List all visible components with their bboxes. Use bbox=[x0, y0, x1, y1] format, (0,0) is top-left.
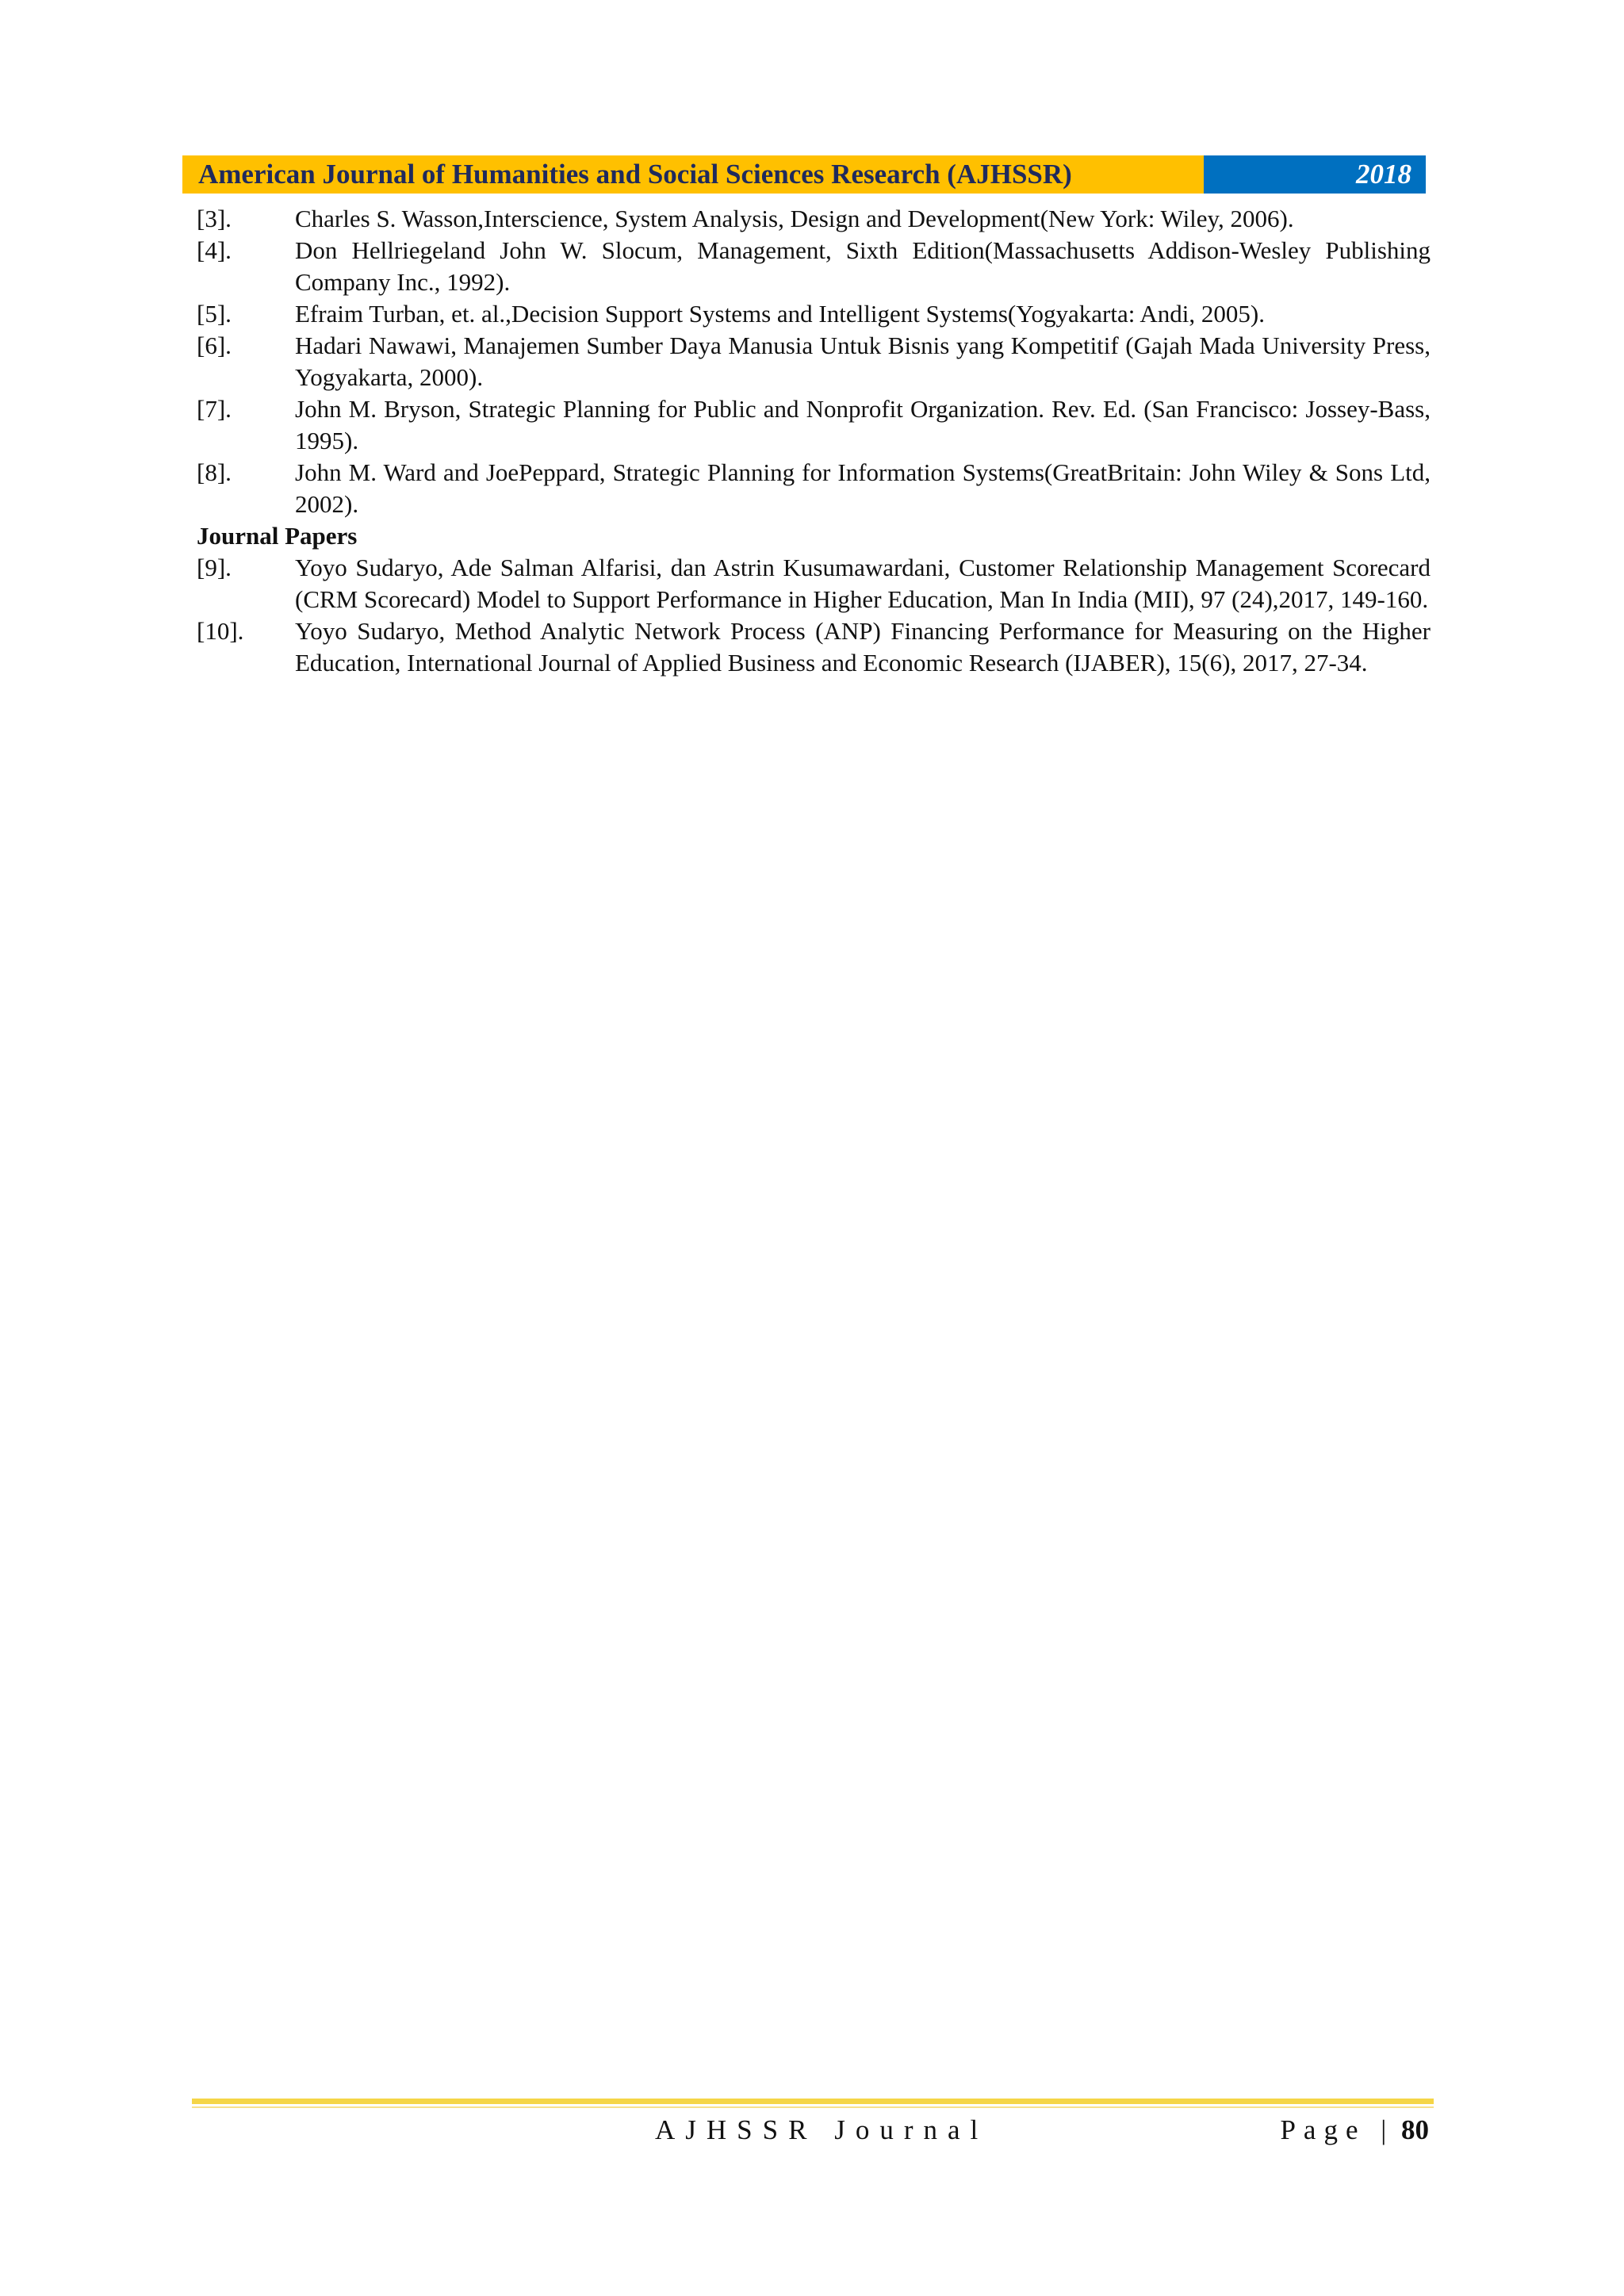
journal-papers-heading: Journal Papers bbox=[197, 522, 358, 550]
reference-number: [5]. bbox=[197, 300, 232, 328]
reference-item bbox=[197, 552, 1431, 615]
footer-journal-label: AJHSSR Journal bbox=[655, 2114, 989, 2145]
reference-item bbox=[197, 393, 1431, 457]
reference-number: [6]. bbox=[197, 332, 232, 359]
reference-text: Yoyo Sudaryo, Method Analytic Network Process (ANP) Financing Performance for Measuring on the Higher Education, International Journal of Applied Business and Economic Research (IJABER), 15(6), 2017, 27-34. bbox=[295, 617, 1431, 677]
reference-text: Efraim Turban, et. al.,Decision Support Systems and Intelligent Systems(Yogyakarta: Andi, 2005). bbox=[295, 300, 1265, 328]
reference-text: Don Hellriegeland John W. Slocum, Management, Sixth Edition(Massachusetts Addison-Wesley Publishing Company Inc., 1992). bbox=[295, 236, 1431, 296]
reference-number: [3]. bbox=[197, 205, 232, 232]
journal-year: 2018 bbox=[1204, 155, 1426, 194]
reference-number: [4]. bbox=[197, 236, 232, 264]
references-content bbox=[197, 203, 1431, 679]
reference-text: Hadari Nawawi, Manajemen Sumber Daya Manusia Untuk Bisnis yang Kompetitif (Gajah Mada University Press, Yogyakarta, 2000). bbox=[295, 332, 1431, 391]
journal-header-bar bbox=[182, 155, 1426, 194]
reference-text: Yoyo Sudaryo, Ade Salman Alfarisi, dan Astrin Kusumawardani, Customer Relationship Management Scorecard (CRM Scorecard) Model to Support Performance in Higher Education, Man In India (MII), 97 (24),2017, 149-160. bbox=[295, 554, 1431, 613]
journal-title: American Journal of Humanities and Social Sciences Research (AJHSSR) bbox=[182, 155, 1204, 194]
book-references-list bbox=[197, 203, 1431, 520]
footer-page-number: 80 bbox=[1401, 2114, 1429, 2145]
journal-references-list bbox=[197, 552, 1431, 679]
reference-item bbox=[197, 298, 1431, 330]
reference-text: Charles S. Wasson,Interscience, System Analysis, Design and Development(New York: Wiley, 2006). bbox=[295, 205, 1294, 232]
reference-number: [8]. bbox=[197, 458, 232, 486]
reference-text: John M. Ward and JoePeppard, Strategic Planning for Information Systems(GreatBritain: John Wiley & Sons Ltd, 2002). bbox=[295, 458, 1431, 518]
reference-item bbox=[197, 615, 1431, 679]
reference-number: [10]. bbox=[197, 617, 244, 645]
reference-number: [9]. bbox=[197, 554, 232, 581]
reference-item bbox=[197, 203, 1431, 235]
reference-text: John M. Bryson, Strategic Planning for Public and Nonprofit Organization. Rev. Ed. (San Francisco: Jossey-Bass, 1995). bbox=[295, 395, 1431, 454]
footer-divider-thin bbox=[192, 2106, 1434, 2108]
footer-divider bbox=[192, 2099, 1434, 2104]
reference-item bbox=[197, 235, 1431, 298]
reference-number: [7]. bbox=[197, 395, 232, 423]
footer-page-indicator bbox=[1280, 2111, 1429, 2149]
reference-item bbox=[197, 457, 1431, 520]
footer-page-label: Page | bbox=[1280, 2114, 1395, 2145]
reference-item bbox=[197, 330, 1431, 393]
